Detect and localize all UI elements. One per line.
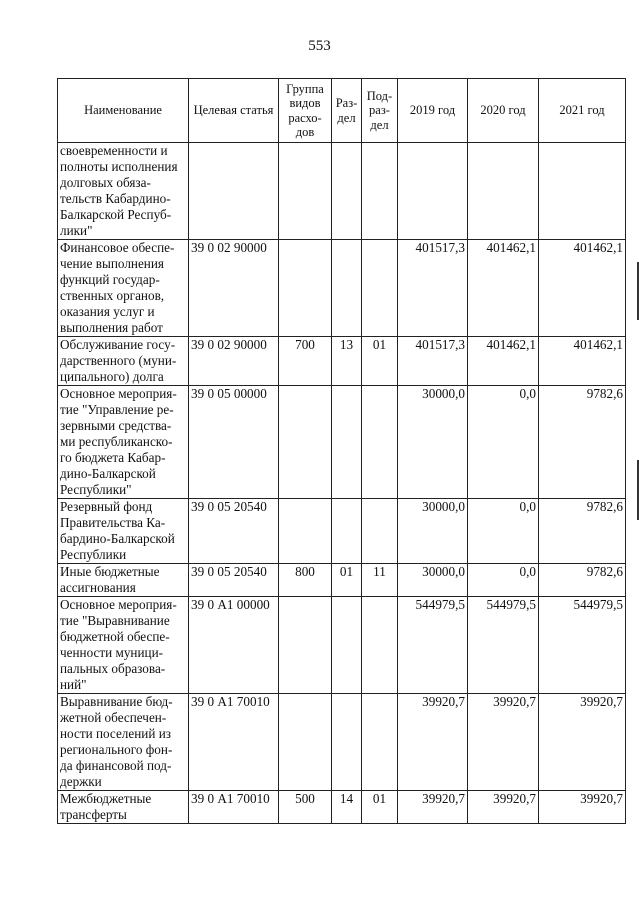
cell-group — [279, 597, 332, 694]
cell-group — [279, 499, 332, 564]
cell-2020: 39920,7 — [468, 791, 539, 824]
cell-2021: 39920,7 — [539, 791, 626, 824]
cell-section — [332, 499, 362, 564]
cell-target: 39 0 02 90000 — [189, 240, 279, 337]
table-row — [58, 499, 626, 564]
cell-target: 39 0 05 20540 — [189, 564, 279, 597]
cell-2021: 544979,5 — [539, 597, 626, 694]
cell-2019: 30000,0 — [398, 386, 468, 499]
cell-2021: 401462,1 — [539, 337, 626, 386]
cell-group: 700 — [279, 337, 332, 386]
cell-subsection — [362, 499, 398, 564]
cell-group — [279, 386, 332, 499]
cell-2021: 401462,1 — [539, 240, 626, 337]
cell-2019: 39920,7 — [398, 694, 468, 791]
table-row — [58, 337, 626, 386]
cell-group: 800 — [279, 564, 332, 597]
cell-2021: 39920,7 — [539, 694, 626, 791]
cell-section — [332, 386, 362, 499]
cell-group — [279, 143, 332, 240]
cell-2020: 0,0 — [468, 499, 539, 564]
header-row — [58, 79, 626, 143]
header-2019: 2019 год — [398, 79, 468, 143]
table-row — [58, 597, 626, 694]
table-row — [58, 694, 626, 791]
cell-name: Выравнивание бюд- жетной обеспечен- ности поселений из регионального фон- да финансовой под- держки — [58, 694, 189, 791]
cell-2019 — [398, 143, 468, 240]
cell-section — [332, 597, 362, 694]
cell-section: 14 — [332, 791, 362, 824]
cell-name: Финансовое обеспе- чение выполнения функций государ- ственных органов, оказания услуг и выполнения работ — [58, 240, 189, 337]
cell-subsection: 01 — [362, 791, 398, 824]
cell-group: 500 — [279, 791, 332, 824]
cell-subsection: 01 — [362, 337, 398, 386]
cell-2021: 9782,6 — [539, 564, 626, 597]
page-number: 553 — [308, 38, 331, 54]
cell-target: 39 0 А1 70010 — [189, 791, 279, 824]
header-group: Группа видов расхо- дов — [279, 79, 332, 143]
cell-2020: 544979,5 — [468, 597, 539, 694]
cell-section — [332, 694, 362, 791]
cell-2020: 39920,7 — [468, 694, 539, 791]
cell-name: Иные бюджетные ассигнования — [58, 564, 189, 597]
cell-2019: 30000,0 — [398, 564, 468, 597]
cell-section: 01 — [332, 564, 362, 597]
table-row — [58, 143, 626, 240]
header-name: Наименование — [58, 79, 189, 143]
cell-name: Межбюджетные трансферты — [58, 791, 189, 824]
table-row — [58, 240, 626, 337]
cell-name: своевременности и полноты исполнения долговых обяза- тельств Кабардино- Балкарской Респуб- лики" — [58, 143, 189, 240]
cell-subsection — [362, 597, 398, 694]
cell-section — [332, 240, 362, 337]
cell-name: Основное мероприя- тие "Управление ре- зервными средства- ми республиканско- го бюджета Кабар- дино-Балкарской Республики" — [58, 386, 189, 499]
cell-name: Основное мероприя- тие "Выравнивание бюджетной обеспе- ченности муници- пальных образова- ний" — [58, 597, 189, 694]
cell-target — [189, 143, 279, 240]
table-row — [58, 564, 626, 597]
cell-subsection — [362, 143, 398, 240]
cell-2019: 544979,5 — [398, 597, 468, 694]
cell-target: 39 0 02 90000 — [189, 337, 279, 386]
cell-2020: 0,0 — [468, 564, 539, 597]
cell-target: 39 0 А1 70010 — [189, 694, 279, 791]
table-row — [58, 386, 626, 499]
cell-subsection — [362, 240, 398, 337]
cell-2019: 401517,3 — [398, 337, 468, 386]
cell-group — [279, 694, 332, 791]
cell-2021 — [539, 143, 626, 240]
table-row — [58, 791, 626, 824]
header-target: Целевая статья — [189, 79, 279, 143]
cell-subsection — [362, 694, 398, 791]
cell-2020: 0,0 — [468, 386, 539, 499]
cell-section: 13 — [332, 337, 362, 386]
cell-target: 39 0 05 00000 — [189, 386, 279, 499]
cell-2021: 9782,6 — [539, 499, 626, 564]
cell-2020: 401462,1 — [468, 240, 539, 337]
cell-target: 39 0 А1 00000 — [189, 597, 279, 694]
cell-target: 39 0 05 20540 — [189, 499, 279, 564]
budget-table — [57, 78, 626, 824]
cell-2019: 30000,0 — [398, 499, 468, 564]
cell-section — [332, 143, 362, 240]
cell-subsection: 11 — [362, 564, 398, 597]
cell-group — [279, 240, 332, 337]
cell-name: Резервный фонд Правительства Ка- бардино-Балкарской Республики — [58, 499, 189, 564]
header-section: Раз- дел — [332, 79, 362, 143]
header-subsection: Под- раз- дел — [362, 79, 398, 143]
cell-2019: 39920,7 — [398, 791, 468, 824]
cell-2020 — [468, 143, 539, 240]
header-2020: 2020 год — [468, 79, 539, 143]
cell-2019: 401517,3 — [398, 240, 468, 337]
header-2021: 2021 год — [539, 79, 626, 143]
cell-name: Обслуживание госу- дарственного (муни- ципального) долга — [58, 337, 189, 386]
cell-subsection — [362, 386, 398, 499]
cell-2020: 401462,1 — [468, 337, 539, 386]
cell-2021: 9782,6 — [539, 386, 626, 499]
